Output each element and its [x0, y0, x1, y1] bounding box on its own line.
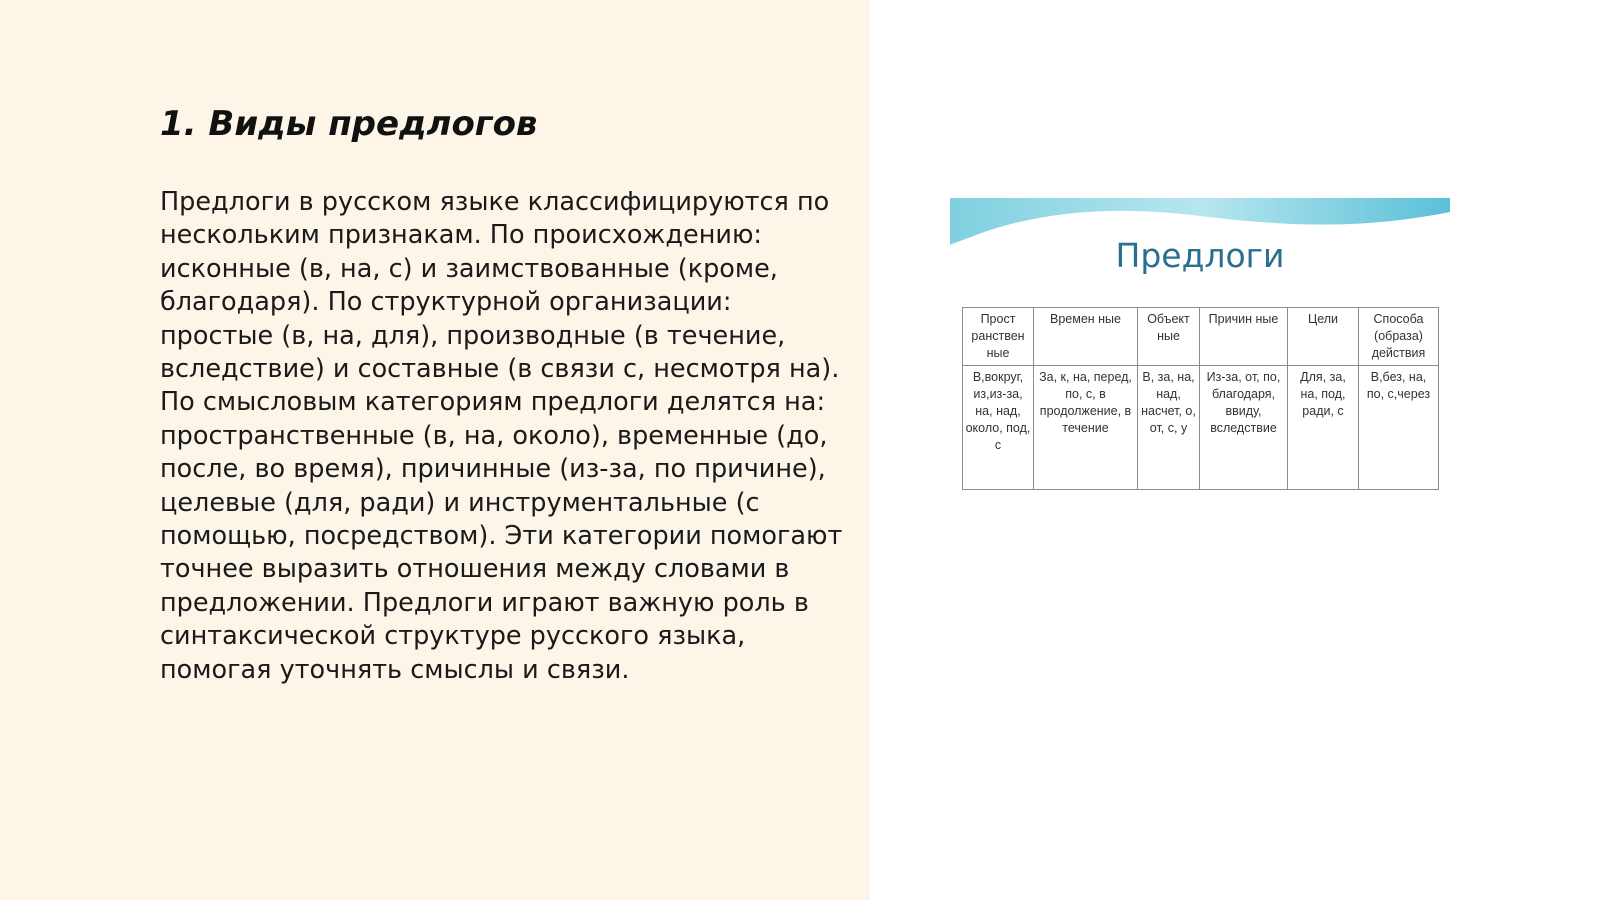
column-header-temporal: Времен ные: [1034, 308, 1138, 366]
table-cell-manner: В,без, на, по, с,через: [1359, 366, 1439, 490]
table-cell-spatial: В,вокруг, из,из-за, на, над, около, под, с: [963, 366, 1034, 490]
table-cell-purpose: Для, за, на, под, ради, с: [1288, 366, 1359, 490]
column-header-object: Объект ные: [1138, 308, 1200, 366]
table-cell-object: В, за, на, над, насчет, о, от, с, у: [1138, 366, 1200, 490]
slide-title: 1. Виды предлогов: [160, 104, 538, 144]
table-cell-causal: Из-за, от, по, благодаря, ввиду, вследствие: [1200, 366, 1288, 490]
figure-title: Предлоги: [1115, 236, 1285, 275]
column-header-spatial: Прост ранствен ные: [963, 308, 1034, 366]
table-header-row: [963, 308, 1439, 366]
table-row: [963, 366, 1439, 490]
prepositions-figure: [950, 198, 1450, 498]
column-header-causal: Причин ные: [1200, 308, 1288, 366]
column-header-purpose: Цели: [1288, 308, 1359, 366]
slide-body-text: Предлоги в русском языке классифицируются по нескольким признакам. По происхождению: исконные (в, на, с) и заимствованные (кроме, благодаря). По структурной организации: простые (в, на, для), производные (в течение, вследствие) и составные (в связи с, несмотря на). По смысловым категориям предлоги делятся на: пространственные (в, на, около), временные (до, после, во время), причинные (из-за, по причине), целевые (для, ради) и инструментальные (с помощью, посредством). Эти категории помогают точнее выразить отношения между словами в предложении. Предлоги играют важную роль в синтаксической структуре русского языка, помогая уточнять смыслы и связи.: [160, 187, 843, 685]
column-header-manner: Способа (образа) действия: [1359, 308, 1439, 366]
table-cell-temporal: За, к, на, перед, по, с, в продолжение, в течение: [1034, 366, 1138, 490]
prepositions-table: [962, 307, 1439, 490]
